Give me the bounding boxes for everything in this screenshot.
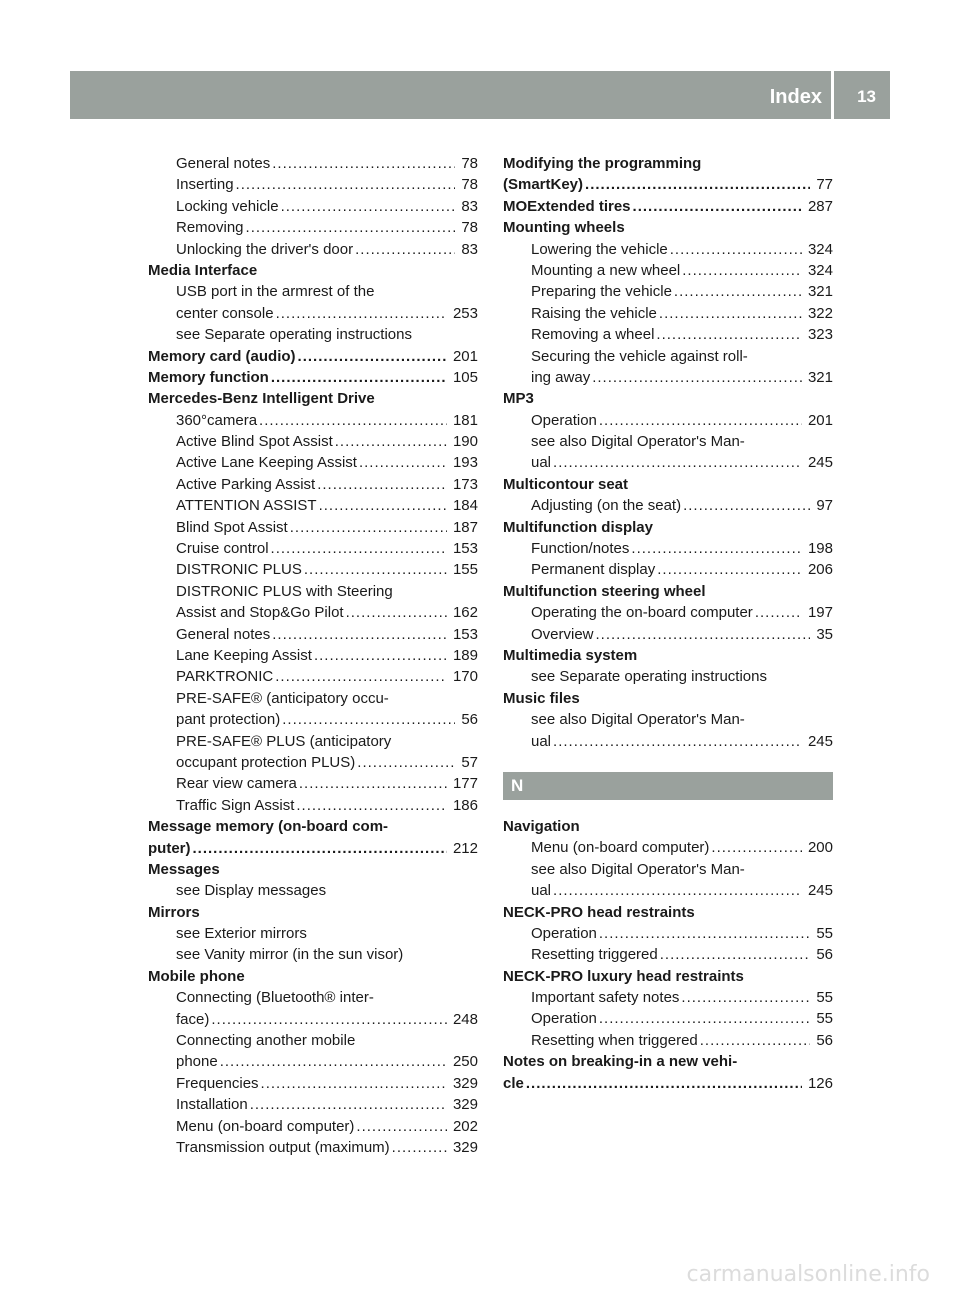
dot-leader [657, 559, 802, 580]
index-heading [503, 1051, 833, 1072]
dot-leader [319, 495, 447, 516]
entry-text: Permanent display [531, 561, 656, 579]
entry-text: Transmission output (maximum) [176, 1138, 390, 1156]
entry-text: Mobile phone [148, 967, 245, 985]
entry-text: center console [176, 304, 274, 322]
entry-page-number: 212 [452, 839, 478, 857]
entry-text: DISTRONIC PLUS [176, 561, 302, 579]
entry-page-number: 201 [807, 411, 833, 429]
entry-text: Navigation [503, 817, 580, 835]
entry-text: Resetting triggered [531, 946, 658, 964]
dot-leader [526, 1073, 802, 1094]
index-entry [503, 431, 833, 452]
index-entry [503, 538, 833, 559]
entry-text: Mounting a new wheel [531, 261, 681, 279]
header-bar [70, 71, 890, 119]
entry-page-number: 329 [452, 1096, 478, 1114]
index-heading [148, 260, 478, 281]
entry-text: NECK-PRO luxury head restraints [503, 967, 744, 985]
dot-leader [592, 367, 802, 388]
dot-leader [272, 624, 447, 645]
entry-page-number: 153 [452, 540, 478, 558]
index-entry [148, 709, 478, 730]
index-entry [148, 795, 478, 816]
entry-page-number: 153 [452, 625, 478, 643]
dot-leader [700, 1030, 811, 1051]
entry-page-number: 321 [807, 368, 833, 386]
index-entry [503, 367, 833, 388]
index-entry [503, 1030, 833, 1051]
entry-page-number: 173 [452, 475, 478, 493]
dot-leader [299, 773, 447, 794]
entry-text: Important safety notes [531, 989, 680, 1007]
entry-page-number: 126 [807, 1074, 833, 1092]
watermark: carmanualsonline.info [686, 1262, 930, 1287]
dot-leader [356, 1116, 447, 1137]
dot-leader [317, 474, 447, 495]
index-entry [503, 923, 833, 944]
entry-text: pant protection) [176, 711, 281, 729]
dot-leader [275, 666, 447, 687]
entry-page-number: 198 [807, 540, 833, 558]
entry-page-number: 321 [807, 283, 833, 301]
dot-leader [193, 838, 447, 859]
entry-page-number: 202 [452, 1117, 478, 1135]
index-entry [503, 495, 833, 516]
index-entry [148, 944, 478, 965]
entry-text: Media Interface [148, 261, 258, 279]
index-entry [148, 666, 478, 687]
dot-leader [392, 1137, 447, 1158]
index-entry [148, 645, 478, 666]
entry-text: Notes on breaking-in a new vehi- [503, 1053, 738, 1071]
entry-page-number: 248 [452, 1010, 478, 1028]
dot-leader [276, 303, 447, 324]
index-entry [503, 731, 833, 752]
dot-leader [211, 1009, 447, 1030]
entry-text: Assist and Stop&Go Pilot [176, 604, 344, 622]
entry-page-number: 329 [452, 1138, 478, 1156]
entry-page-number: 245 [807, 882, 833, 900]
index-entry [503, 1008, 833, 1029]
entry-page-number: 186 [452, 796, 478, 814]
entry-text: see also Digital Operator's Man- [531, 860, 745, 878]
entry-text: phone [176, 1053, 218, 1071]
index-entry [503, 944, 833, 965]
entry-text: MP3 [503, 390, 534, 408]
index-heading [503, 688, 833, 709]
dot-leader [346, 602, 447, 623]
entry-page-number: 56 [461, 711, 478, 729]
entry-text: ATTENTION ASSIST [176, 497, 317, 515]
entry-page-number: 201 [452, 347, 478, 365]
entry-page-number: 322 [807, 304, 833, 322]
index-title: Index [769, 86, 822, 108]
index-heading [503, 174, 833, 195]
dot-leader [246, 217, 456, 238]
index-entry [503, 987, 833, 1008]
index-entry [148, 602, 478, 623]
index-entry [148, 1030, 478, 1051]
entry-text: Lane Keeping Assist [176, 646, 312, 664]
entry-text: Installation [176, 1096, 248, 1114]
entry-page-number: 155 [452, 561, 478, 579]
index-group-n [503, 816, 833, 1094]
entry-text: see Exterior mirrors [176, 925, 307, 943]
entry-text: Preparing the vehicle [531, 283, 672, 301]
entry-page-number: 287 [807, 197, 833, 215]
entry-text: General notes [176, 155, 271, 172]
entry-text: 360°camera [176, 411, 258, 429]
entry-text: Unlocking the driver's door [176, 240, 354, 258]
entry-text: Music files [503, 689, 580, 707]
entry-page-number: 57 [461, 753, 478, 771]
index-entry [148, 1051, 478, 1072]
entry-page-number: 56 [816, 1031, 833, 1049]
index-heading [503, 217, 833, 238]
index-entry [148, 923, 478, 944]
index-entry [148, 1094, 478, 1115]
index-entry [503, 452, 833, 473]
index-entry [148, 1137, 478, 1158]
index-heading [148, 859, 478, 880]
index-entry [148, 495, 478, 516]
index-group-m [503, 153, 833, 752]
dot-leader [314, 645, 447, 666]
index-heading [148, 816, 478, 837]
index-entry [148, 773, 478, 794]
index-entry [503, 709, 833, 730]
section-band [503, 772, 833, 800]
entry-text: (SmartKey) [503, 176, 584, 194]
index-entry [148, 1116, 478, 1137]
index-entry [503, 624, 833, 645]
entry-page-number: 200 [807, 839, 833, 857]
dot-leader [755, 602, 802, 623]
dot-leader [596, 624, 811, 645]
entry-text: Frequencies [176, 1074, 259, 1092]
index-entry [148, 174, 478, 195]
index-entry [503, 559, 833, 580]
dot-leader [359, 452, 447, 473]
entry-page-number: 190 [452, 433, 478, 451]
index-entry [148, 559, 478, 580]
entry-page-number: 35 [816, 625, 833, 643]
entry-text: puter) [148, 839, 191, 857]
entry-page-number: 253 [452, 304, 478, 322]
index-heading [148, 388, 478, 409]
entry-text: Traffic Sign Assist [176, 796, 295, 814]
dot-leader [236, 174, 456, 195]
entry-text: USB port in the armrest of the [176, 283, 375, 301]
entry-text: NECK-PRO head restraints [503, 903, 695, 921]
entry-text: Securing the vehicle against roll- [531, 347, 748, 365]
entry-page-number: 162 [452, 604, 478, 622]
entry-text: Operation [531, 1010, 597, 1028]
index-heading [503, 196, 833, 217]
dot-leader [355, 239, 455, 260]
entry-page-number: 78 [461, 155, 478, 172]
entry-text: ual [531, 882, 552, 900]
entry-page-number: 250 [452, 1053, 478, 1071]
index-column-right [503, 153, 833, 1094]
entry-text: Active Lane Keeping Assist [176, 454, 357, 472]
index-heading [503, 153, 833, 174]
section-letter: N [511, 775, 524, 795]
entry-text: Blind Spot Assist [176, 518, 288, 536]
index-entry [503, 602, 833, 623]
dot-leader [681, 987, 810, 1008]
index-entry [148, 153, 478, 174]
index-heading [503, 1073, 833, 1094]
entry-text: Operation [531, 924, 597, 942]
index-heading [148, 367, 478, 388]
index-entry [503, 281, 833, 302]
index-entry [148, 324, 478, 345]
entry-text: Adjusting (on the seat) [531, 497, 682, 515]
index-heading [503, 902, 833, 923]
entry-text: Removing [176, 219, 244, 237]
dot-leader [711, 837, 802, 858]
index-entry [148, 1073, 478, 1094]
index-entry [503, 666, 833, 687]
dot-leader [553, 731, 802, 752]
index-entry [148, 410, 478, 431]
dot-leader [585, 174, 810, 195]
dot-leader [599, 923, 810, 944]
index-heading [148, 838, 478, 859]
entry-page-number: 55 [816, 1010, 833, 1028]
entry-text: Rear view camera [176, 775, 297, 793]
entry-text: Connecting another mobile [176, 1032, 356, 1050]
dot-leader [261, 1073, 447, 1094]
index-heading [503, 966, 833, 987]
entry-text: see Vanity mirror (in the sun visor) [176, 946, 404, 964]
entry-page-number: 83 [461, 240, 478, 258]
entry-page-number: 97 [816, 497, 833, 515]
entry-text: Message memory (on-board com- [148, 818, 389, 836]
entry-page-number: 78 [461, 176, 478, 194]
index-entry [503, 324, 833, 345]
index-entry [503, 346, 833, 367]
index-heading [503, 388, 833, 409]
index-entry [148, 431, 478, 452]
entry-text: Modifying the programming [503, 155, 702, 172]
dot-leader [290, 517, 447, 538]
entry-page-number: 245 [807, 732, 833, 750]
entry-text: Resetting when triggered [531, 1031, 698, 1049]
entry-page-number: 187 [452, 518, 478, 536]
entry-text: Multimedia system [503, 646, 638, 664]
index-entry [148, 880, 478, 901]
entry-text: Inserting [176, 176, 234, 194]
dot-leader [298, 346, 447, 367]
entry-text: see also Digital Operator's Man- [531, 711, 745, 729]
entry-text: Overview [531, 625, 594, 643]
dot-leader [631, 538, 802, 559]
dot-leader [296, 795, 447, 816]
dot-leader [633, 196, 802, 217]
index-heading [148, 346, 478, 367]
entry-text: Operating the on-board computer [531, 604, 753, 622]
dot-leader [659, 303, 802, 324]
entry-page-number: 206 [807, 561, 833, 579]
dot-leader [670, 239, 802, 260]
dot-leader [357, 752, 455, 773]
index-entry [148, 624, 478, 645]
entry-text: Active Blind Spot Assist [176, 433, 333, 451]
entry-text: Removing a wheel [531, 326, 655, 344]
index-heading [503, 645, 833, 666]
entry-text: Mercedes-Benz Intelligent Drive [148, 390, 375, 408]
index-entry [148, 303, 478, 324]
dot-leader [656, 324, 802, 345]
index-entry [148, 452, 478, 473]
entry-text: Memory function [148, 368, 269, 386]
entry-text: PRE-SAFE® PLUS (anticipatory [176, 732, 392, 750]
entry-page-number: 324 [807, 261, 833, 279]
index-entry [503, 837, 833, 858]
entry-text: Locking vehicle [176, 197, 279, 215]
index-entry [148, 538, 478, 559]
header-divider [831, 71, 834, 119]
entry-text: Function/notes [531, 540, 630, 558]
index-entry [148, 688, 478, 709]
entry-text: PARKTRONIC [176, 668, 274, 686]
entry-page-number: 78 [461, 219, 478, 237]
entry-page-number: 184 [452, 497, 478, 515]
page-number: 13 [857, 87, 876, 106]
entry-text: face) [176, 1010, 210, 1028]
dot-leader [599, 410, 802, 431]
dot-leader [281, 196, 456, 217]
dot-leader [259, 410, 447, 431]
index-entry [148, 581, 478, 602]
dot-leader [272, 153, 455, 174]
entry-text: Mirrors [148, 903, 200, 921]
index-entry [148, 752, 478, 773]
entry-text: see Separate operating instructions [531, 668, 767, 686]
index-entry [503, 260, 833, 281]
entry-text: see Display messages [176, 882, 327, 900]
index-heading [148, 902, 478, 923]
entry-text: Memory card (audio) [148, 347, 296, 365]
entry-text: DISTRONIC PLUS with Steering [176, 582, 393, 600]
index-entry [503, 239, 833, 260]
index-heading [503, 474, 833, 495]
dot-leader [271, 367, 447, 388]
entry-page-number: 177 [452, 775, 478, 793]
dot-leader [250, 1094, 447, 1115]
entry-text: Multicontour seat [503, 475, 629, 493]
entry-page-number: 83 [461, 197, 478, 215]
index-heading [503, 517, 833, 538]
entry-text: Lowering the vehicle [531, 240, 668, 258]
entry-text: Multifunction display [503, 518, 653, 536]
entry-text: MOExtended tires [503, 197, 631, 215]
entry-text: Cruise control [176, 540, 269, 558]
dot-leader [660, 944, 811, 965]
entry-text: Mounting wheels [503, 219, 625, 237]
index-heading [503, 581, 833, 602]
entry-page-number: 105 [452, 368, 478, 386]
entry-text: Operation [531, 411, 597, 429]
dot-leader [683, 495, 810, 516]
entry-page-number: 56 [816, 946, 833, 964]
index-entry [503, 410, 833, 431]
entry-text: see Separate operating instructions [176, 326, 412, 344]
index-column-left [148, 153, 478, 1158]
dot-leader [282, 709, 455, 730]
entry-page-number: 245 [807, 454, 833, 472]
index-entry [148, 217, 478, 238]
index-entry [148, 731, 478, 752]
entry-text: ing away [531, 368, 591, 386]
dot-leader [553, 452, 802, 473]
entry-page-number: 324 [807, 240, 833, 258]
dot-leader [674, 281, 802, 302]
entry-text: Menu (on-board computer) [531, 839, 710, 857]
index-entry [503, 880, 833, 901]
dot-leader [553, 880, 802, 901]
entry-text: PRE-SAFE® (anticipatory occu- [176, 689, 389, 707]
index-entry [148, 281, 478, 302]
entry-text: Raising the vehicle [531, 304, 657, 322]
index-entry [148, 196, 478, 217]
entry-text: Multifunction steering wheel [503, 582, 706, 600]
dot-leader [220, 1051, 447, 1072]
index-entry [148, 987, 478, 1008]
entry-page-number: 189 [452, 646, 478, 664]
entry-text: Active Parking Assist [176, 475, 316, 493]
index-heading [503, 816, 833, 837]
entry-page-number: 193 [452, 454, 478, 472]
dot-leader [599, 1008, 810, 1029]
entry-text: ual [531, 454, 552, 472]
entry-page-number: 55 [816, 924, 833, 942]
index-entry [503, 859, 833, 880]
entry-page-number: 170 [452, 668, 478, 686]
index-entry [148, 1009, 478, 1030]
entry-page-number: 323 [807, 326, 833, 344]
entry-page-number: 55 [816, 989, 833, 1007]
entry-page-number: 197 [807, 604, 833, 622]
entry-page-number: 77 [816, 176, 833, 194]
entry-page-number: 329 [452, 1074, 478, 1092]
index-entry [148, 474, 478, 495]
entry-text: Connecting (Bluetooth® inter- [176, 989, 374, 1007]
dot-leader [335, 431, 447, 452]
entry-text: occupant protection PLUS) [176, 753, 356, 771]
dot-leader [271, 538, 447, 559]
dot-leader [682, 260, 802, 281]
index-entry [148, 517, 478, 538]
entry-text: Messages [148, 860, 220, 878]
entry-page-number: 181 [452, 411, 478, 429]
entry-text: ual [531, 732, 552, 750]
index-heading [148, 966, 478, 987]
entry-text: Menu (on-board computer) [176, 1117, 355, 1135]
entry-text: cle [503, 1074, 524, 1092]
index-entry [503, 303, 833, 324]
index-entry [148, 239, 478, 260]
dot-leader [304, 559, 447, 580]
entry-text: General notes [176, 625, 271, 643]
entry-text: see also Digital Operator's Man- [531, 433, 745, 451]
